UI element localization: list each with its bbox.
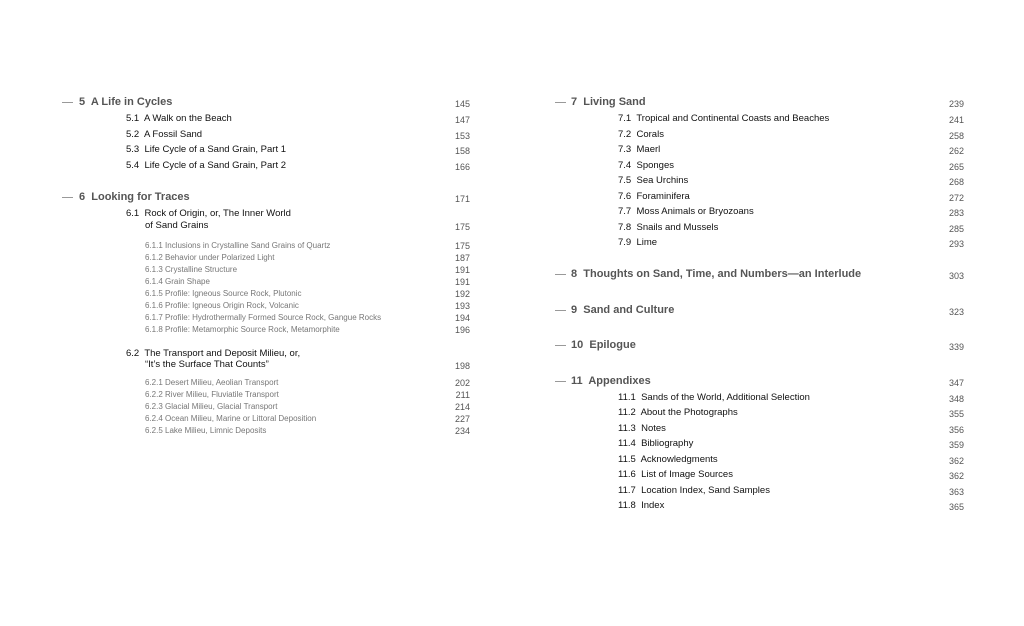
page-number: 362	[948, 471, 964, 481]
section-5-1[interactable]: 5.1 A Walk on the Beach	[126, 113, 232, 124]
section-7-3[interactable]: 7.3 Maerl	[618, 144, 661, 155]
page-number: 191	[454, 265, 470, 275]
subsection-6-2-1[interactable]: 6.2.1 Desert Milieu, Aeolian Transport	[145, 378, 279, 387]
chapter-7-heading[interactable]	[571, 96, 646, 108]
subsection-6-1-2[interactable]: 6.1.2 Behavior under Polarized Light	[145, 253, 275, 262]
page-number: 272	[948, 193, 964, 203]
page-number: 214	[454, 402, 470, 412]
page-number: 194	[454, 313, 470, 323]
section-6-2[interactable]: 6.2 The Transport and Deposit Milieu, or,	[126, 348, 301, 359]
page-number: 171	[454, 194, 470, 204]
page-number: 198	[454, 361, 470, 371]
section-11-3[interactable]: 11.3 Notes	[618, 423, 666, 434]
section-5-3[interactable]: 5.3 Life Cycle of a Sand Grain, Part 1	[126, 144, 287, 155]
chapter-10-heading[interactable]	[571, 339, 636, 351]
chapter-5-heading[interactable]	[79, 96, 172, 108]
subsection-6-1-4[interactable]: 6.1.4 Grain Shape	[145, 277, 210, 286]
chapter-dash	[555, 102, 566, 103]
section-5-4[interactable]: 5.4 Life Cycle of a Sand Grain, Part 2	[126, 160, 287, 171]
chapter-title: Sand and Culture	[583, 304, 675, 316]
chapter-number: 7	[571, 96, 578, 108]
section-7-5[interactable]: 7.5 Sea Urchins	[618, 175, 689, 186]
chapter-dash	[62, 102, 73, 103]
section-7-4[interactable]: 7.4 Sponges	[618, 160, 675, 171]
page-number: 145	[454, 99, 470, 109]
chapter-dash	[555, 274, 566, 275]
page-number: 191	[454, 277, 470, 287]
page-number: 359	[948, 440, 964, 450]
chapter-dash	[555, 310, 566, 311]
chapter-9-heading[interactable]	[571, 304, 674, 316]
page-number: 285	[948, 224, 964, 234]
chapter-title: Appendixes	[588, 375, 651, 387]
page-number: 239	[948, 99, 964, 109]
section-11-2[interactable]: 11.2 About the Photographs	[618, 407, 738, 418]
page-number: 147	[454, 115, 470, 125]
page-number: 166	[454, 162, 470, 172]
page-number: 211	[455, 390, 470, 400]
section-6-1-line2[interactable]: of Sand Grains	[145, 220, 209, 231]
chapter-title: A Life in Cycles	[90, 96, 173, 108]
chapter-title: Thoughts on Sand, Time, and Numbers—an Interlude	[583, 268, 862, 280]
chapter-number: 10	[571, 339, 584, 351]
section-7-1[interactable]: 7.1 Tropical and Continental Coasts and Beaches	[618, 113, 830, 124]
section-7-6[interactable]: 7.6 Foraminifera	[618, 191, 690, 202]
section-11-6[interactable]: 11.6 List of Image Sources	[618, 469, 733, 480]
page-number: 268	[948, 177, 964, 187]
page-number: 323	[948, 307, 964, 317]
page-number: 365	[948, 502, 964, 512]
section-11-8[interactable]: 11.8 Index	[618, 500, 665, 511]
page-number: 347	[948, 378, 964, 388]
page-number: 202	[454, 378, 470, 388]
section-11-7[interactable]: 11.7 Location Index, Sand Samples	[618, 485, 770, 496]
subsection-6-1-1[interactable]: 6.1.1 Inclusions in Crystalline Sand Grains of Quartz	[145, 241, 331, 250]
section-7-9[interactable]: 7.9 Lime	[618, 237, 658, 248]
subsection-6-1-8[interactable]: 6.1.8 Profile: Metamorphic Source Rock, Metamorphite	[145, 325, 340, 334]
page-number: 362	[948, 456, 964, 466]
page-number: 355	[948, 409, 964, 419]
page-number: 196	[454, 325, 470, 335]
section-11-5[interactable]: 11.5 Acknowledgments	[618, 454, 718, 465]
page-number: 348	[948, 394, 964, 404]
page-number: 293	[948, 239, 964, 249]
chapter-8-heading[interactable]	[571, 268, 861, 280]
page-number: 339	[948, 342, 964, 352]
chapter-title: Living Sand	[583, 96, 646, 108]
subsection-6-1-6[interactable]: 6.1.6 Profile: Igneous Origin Rock, Volcanic	[145, 301, 299, 310]
chapter-dash	[555, 345, 566, 346]
subsection-6-2-2[interactable]: 6.2.2 River Milieu, Fluviatile Transport	[145, 390, 279, 399]
page-number: 283	[948, 208, 964, 218]
subsection-6-2-4[interactable]: 6.2.4 Ocean Milieu, Marine or Littoral Deposition	[145, 414, 317, 423]
section-7-2[interactable]: 7.2 Corals	[618, 129, 664, 140]
chapter-number: 11	[571, 375, 583, 387]
page-number: 262	[948, 146, 964, 156]
section-7-8[interactable]: 7.8 Snails and Mussels	[618, 222, 719, 233]
chapter-number: 8	[571, 268, 578, 280]
subsection-6-2-3[interactable]: 6.2.3 Glacial Milieu, Glacial Transport	[145, 402, 278, 411]
page-number: 153	[454, 131, 470, 141]
page-number: 363	[948, 487, 964, 497]
section-7-7[interactable]: 7.7 Moss Animals or Bryozoans	[618, 206, 754, 217]
page-number: 356	[948, 425, 964, 435]
page-number: 192	[454, 289, 470, 299]
chapter-11-heading[interactable]	[571, 375, 651, 387]
page-number: 234	[454, 426, 470, 436]
page-number: 258	[948, 131, 964, 141]
section-6-2-line2[interactable]: “It’s the Surface That Counts”	[145, 359, 269, 370]
chapter-title: Looking for Traces	[91, 191, 190, 203]
chapter-number: 5	[79, 96, 86, 108]
section-11-4[interactable]: 11.4 Bibliography	[618, 438, 694, 449]
page-number: 175	[454, 222, 470, 232]
page-number: 241	[948, 115, 964, 125]
section-6-1[interactable]: 6.1 Rock of Origin, or, The Inner World	[126, 208, 291, 219]
page-number: 265	[948, 162, 964, 172]
chapter-6-heading[interactable]	[79, 191, 190, 203]
page-number: 175	[454, 241, 470, 251]
chapter-number: 6	[79, 191, 86, 203]
page-number: 187	[454, 253, 470, 263]
chapter-number: 9	[571, 304, 578, 316]
section-5-2[interactable]: 5.2 A Fossil Sand	[126, 129, 203, 140]
subsection-6-1-5[interactable]: 6.1.5 Profile: Igneous Source Rock, Plutonic	[145, 289, 302, 298]
chapter-dash	[555, 381, 566, 382]
subsection-6-2-5[interactable]: 6.2.5 Lake Milieu, Limnic Deposits	[145, 426, 267, 435]
page-number: 227	[454, 414, 470, 424]
chapter-dash	[62, 197, 73, 198]
subsection-6-1-3[interactable]: 6.1.3 Crystalline Structure	[145, 265, 238, 274]
page-number: 158	[454, 146, 470, 156]
page-number: 303	[948, 271, 964, 281]
section-11-1[interactable]: 11.1 Sands of the World, Additional Selection	[618, 392, 810, 403]
subsection-6-1-7[interactable]: 6.1.7 Profile: Hydrothermally Formed Source Rock, Gangue Rocks	[145, 313, 382, 322]
page-number: 193	[454, 301, 470, 311]
chapter-title: Epilogue	[589, 339, 636, 351]
